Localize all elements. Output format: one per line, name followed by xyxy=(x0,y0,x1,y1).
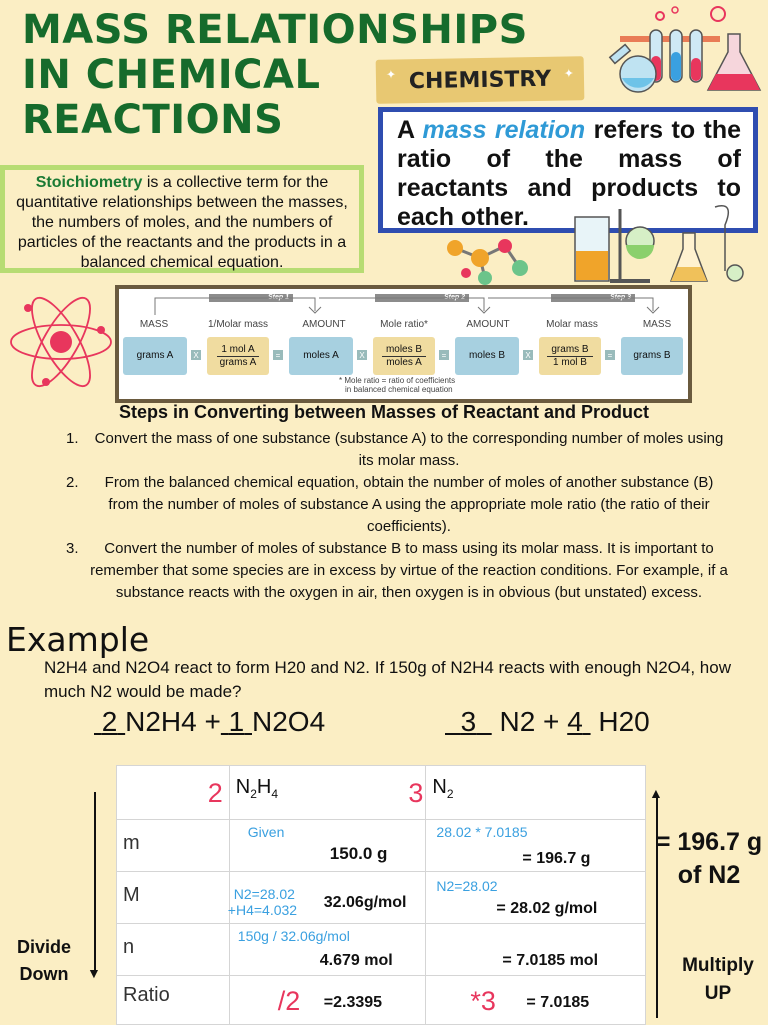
chemistry-tag xyxy=(376,56,585,104)
step-2-label: Step 2 xyxy=(375,294,469,302)
n2h4-formula: $N_2H_4$ xyxy=(235,776,279,801)
n2-coefficient: 3 xyxy=(408,778,424,808)
equals-op: = xyxy=(605,350,615,360)
moles-b-box: moles B xyxy=(455,337,519,375)
header-molar-mass: Molar mass xyxy=(546,319,598,330)
conversion-diagram xyxy=(115,285,692,403)
n2-molar-mass-cell xyxy=(426,872,646,924)
mass-relation-highlight: mass relation xyxy=(422,116,586,144)
coef-n2o4: 1 xyxy=(228,706,245,737)
reactant-n2h4: N2H4 + xyxy=(125,706,221,737)
step-1-label: Step 1 xyxy=(209,294,293,302)
lab-equipment-icon xyxy=(600,2,768,102)
stoichiometry-keyword: Stoichiometry xyxy=(35,174,143,191)
example-question: N2H4 and N2O4 react to form H20 and N2. If 150g of N2H4 reacts with enough N2O4, how much N2 would be made? xyxy=(44,658,731,701)
n2-molar-mass-value: = 28.02 g/mol xyxy=(496,900,598,917)
stoichiometry-table xyxy=(116,765,646,1025)
note-line-1: * Mole ratio = ratio of coefficients xyxy=(339,376,456,385)
up-word: UP xyxy=(704,983,732,1004)
title-line-2: IN CHEMICAL xyxy=(22,52,321,98)
down-arrow-icon: ▼ xyxy=(87,965,101,981)
header-mass-a: MASS xyxy=(139,319,169,330)
reactant-n2o4: N2O4 xyxy=(252,706,326,737)
row-label-moles: n xyxy=(123,936,135,958)
mole-ratio-factor xyxy=(373,337,435,375)
step-item xyxy=(0,428,768,472)
stoichiometry-text: is a collective term for the quantitative relationships between the masses, the numbers of moles, and the numbers of particles of the reactants and the products in a balanced chemical equation. xyxy=(16,174,348,271)
equals-op: = xyxy=(439,350,449,360)
down-word: Down xyxy=(19,964,69,984)
mass-relation-prefix: A xyxy=(397,116,415,144)
n2h4-ratio-cell xyxy=(229,976,426,1025)
factor-3-denominator: 1 mol B xyxy=(553,356,587,368)
step-number: 1. xyxy=(66,430,79,447)
sparkle-icon: ✦ xyxy=(563,66,575,81)
factor-1-denominator: grams A xyxy=(219,356,257,368)
down-arrow-line xyxy=(94,792,96,972)
equation-products xyxy=(445,706,650,738)
factor-2-denominator: moles A xyxy=(386,356,422,368)
n2-mass-calc: 28.02 * 7.0185 xyxy=(436,824,528,840)
header-n2h4-cell xyxy=(229,766,426,820)
chemistry-tag-label: CHEMISTRY xyxy=(408,66,552,94)
n2h4-moles-cell xyxy=(229,924,426,976)
n2h4-mass-cell xyxy=(229,820,426,872)
header-n2-cell xyxy=(426,766,646,820)
lab-apparatus-icon xyxy=(565,205,765,285)
grams-a-box: grams A xyxy=(123,337,187,375)
n2h4-molar-mass-cell xyxy=(229,872,426,924)
multiply-op: X xyxy=(191,350,201,360)
n2-moles-value: = 7.0185 mol xyxy=(502,952,599,969)
coef-n2: 3 xyxy=(460,706,477,737)
header-amount-a: AMOUNT xyxy=(302,319,346,330)
step-item xyxy=(0,538,768,604)
steps-list xyxy=(0,428,768,604)
n2-ratio-cell xyxy=(426,976,646,1025)
up-arrow-icon: ▲ xyxy=(649,785,663,801)
header-blank-cell xyxy=(117,766,230,820)
mass-relation-text: refers to the ratio of the mass of reactants and products to each other. xyxy=(397,116,741,231)
row-label-cell xyxy=(117,976,230,1025)
product-n2: N2 + xyxy=(499,706,560,737)
molar-mass-b-factor xyxy=(539,337,601,375)
n2h4-moles-calc: 150g / 32.06g/mol xyxy=(237,928,350,944)
n2h4-molar-mass-value: 32.06g/mol xyxy=(323,894,407,911)
n2-moles-cell xyxy=(426,924,646,976)
row-label-cell xyxy=(117,820,230,872)
header-mass-b: MASS xyxy=(642,319,672,330)
n2h4-ratio-value: =2.3395 xyxy=(323,994,383,1011)
n2h4-mass-value: 150.0 g xyxy=(329,844,388,863)
step-number: 3. xyxy=(66,540,79,557)
factor-1-numerator: 1 mol A xyxy=(217,344,258,357)
step-text: From the balanced chemical equation, obtain the number of moles of another substance (B) from the number of moles of substance A using the appropriate mole ratio (the ratio of their coefficients). xyxy=(104,474,714,535)
step-text: Convert the number of moles of substance B to mass using its molar mass. It is important to remember that some species are in excess by virtue of the reaction conditions. For example, if a substance reacts with the oxygen in air, then oxygen is in obvious (but unstated) excess. xyxy=(90,540,728,601)
answer-value: = 196.7 g xyxy=(655,828,763,856)
row-label-mass: m xyxy=(123,832,140,854)
given-label: Given xyxy=(247,824,285,840)
mole-ratio-note xyxy=(339,376,455,394)
n2-molar-note: N2=28.02 xyxy=(436,878,498,894)
equals-op: = xyxy=(273,350,283,360)
row-label-molar-mass: M xyxy=(123,884,140,906)
equation-reactants xyxy=(94,706,325,738)
atom-icon xyxy=(6,290,116,394)
grams-b-box: grams B xyxy=(621,337,683,375)
title-line-1: MASS RELATIONSHIPS xyxy=(22,7,528,53)
molar-mass-factor xyxy=(207,337,269,375)
molecule-icon xyxy=(440,228,530,288)
n2-mass-value: = 196.7 g xyxy=(522,850,591,867)
step-item xyxy=(0,472,768,538)
row-label-ratio: Ratio xyxy=(123,984,170,1006)
n2-formula: $N_2$ xyxy=(432,776,454,801)
example-title: Example xyxy=(6,620,150,659)
row-label-cell xyxy=(117,872,230,924)
coef-n2h4: 2 xyxy=(101,706,118,737)
coef-h2o: 4 xyxy=(567,706,583,737)
n2-ratio-value: = 7.0185 xyxy=(526,994,590,1011)
row-label-cell xyxy=(117,924,230,976)
steps-title: Steps in Converting between Masses of Reactant and Product xyxy=(118,402,650,422)
factor-3-numerator: grams B xyxy=(547,344,592,357)
step-3-label: Step 3 xyxy=(551,294,635,302)
multiply-word: Multiply xyxy=(682,955,754,976)
n2-ratio-op: *3 xyxy=(470,986,496,1016)
note-line-2: in balanced chemical equation xyxy=(345,385,453,394)
n2h4-coefficient: 2 xyxy=(207,778,223,808)
step-text: Convert the mass of one substance (substance A) to the corresponding number of moles using its molar mass. xyxy=(94,430,724,469)
multiply-op: X xyxy=(357,350,367,360)
divide-word: Divide xyxy=(16,937,72,957)
moles-a-box: moles A xyxy=(289,337,353,375)
header-inverse-molar-mass: 1/Molar mass xyxy=(207,319,268,330)
product-h2o: H20 xyxy=(598,706,650,737)
multiply-up-label xyxy=(668,952,768,1008)
divide-down-label xyxy=(8,934,80,988)
multiply-op: X xyxy=(523,350,533,360)
header-amount-b: AMOUNT xyxy=(466,319,510,330)
n2h4-ratio-op: /2 xyxy=(277,986,301,1016)
header-mole-ratio: Mole ratio* xyxy=(380,319,428,330)
n2h4-moles-value: 4.679 mol xyxy=(319,952,393,969)
title-line-3: REACTIONS xyxy=(22,97,284,143)
n2-mass-cell xyxy=(426,820,646,872)
sparkle-icon: ✦ xyxy=(385,67,397,82)
factor-2-numerator: moles B xyxy=(382,344,426,357)
n2h4-molar-notes: N2=28.02 +H4=4.032 xyxy=(227,886,298,918)
stoichiometry-box xyxy=(0,165,364,273)
answer-unit: of N2 xyxy=(677,861,741,889)
final-answer xyxy=(650,826,768,892)
step-number: 2. xyxy=(66,474,79,491)
